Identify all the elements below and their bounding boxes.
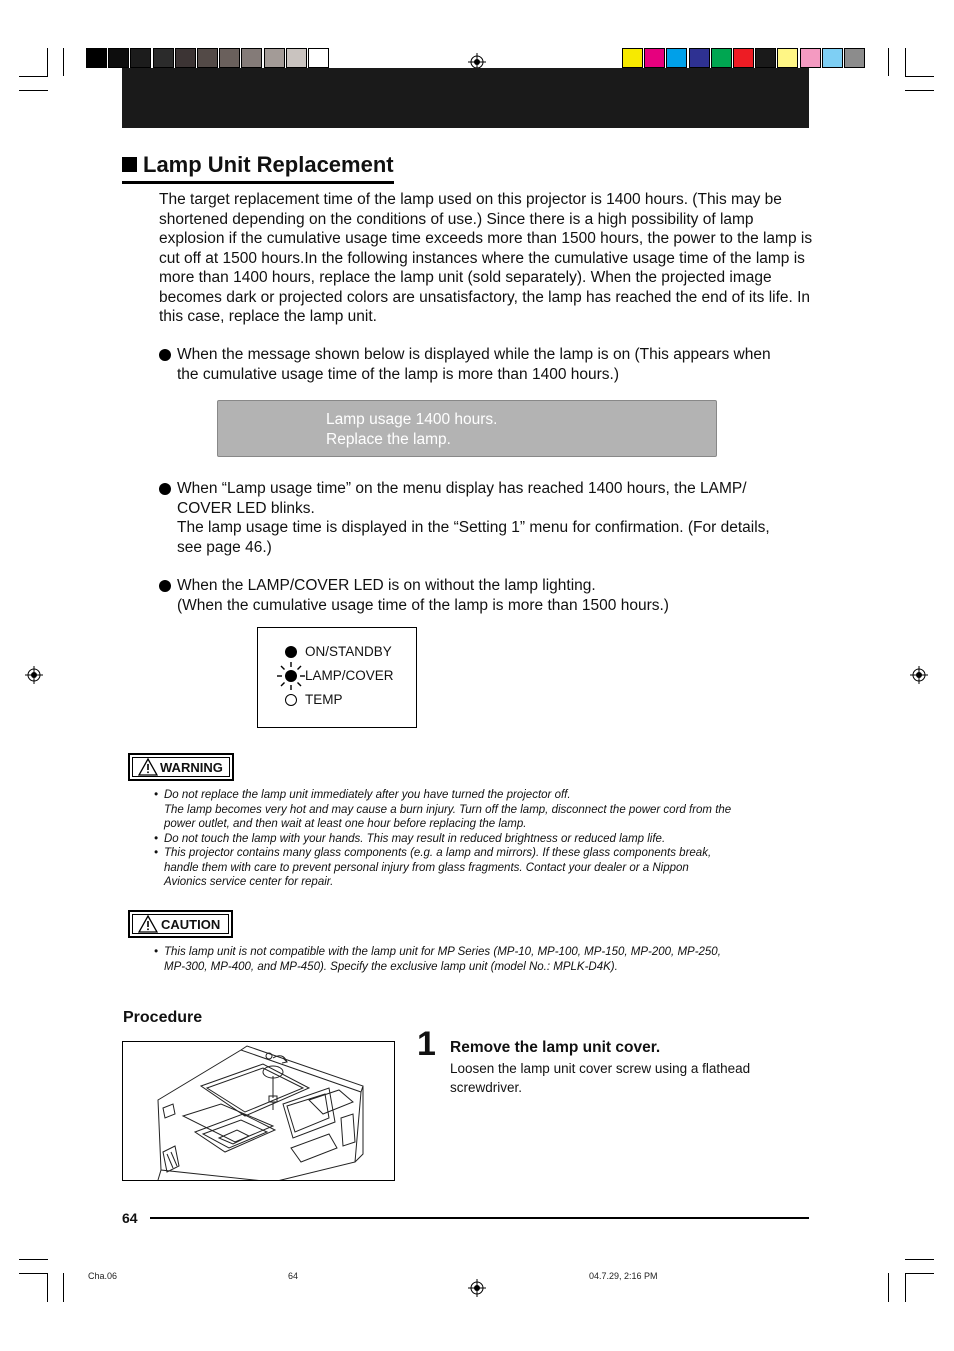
bullet-item: When the message shown below is displayed while the lamp is on (This appears when the cumulative usage time of the lamp is more than 1400 hours.) — [159, 345, 809, 384]
crop-mark — [905, 48, 906, 76]
warning-triangle-icon — [138, 758, 158, 776]
registration-mark-icon — [468, 1279, 486, 1297]
crop-mark — [63, 48, 64, 76]
header-bar — [122, 68, 809, 128]
warning-label: WARNING — [128, 753, 234, 781]
step-title: Remove the lamp unit cover. — [450, 1039, 661, 1056]
caution-triangle-icon — [138, 915, 158, 933]
note-item: • Do not touch the lamp with your hands. This may result in reduced brightness or reduced lamp life. — [154, 832, 666, 845]
step-description: Loosen the lamp unit cover screw using a flathead screwdriver. — [450, 1061, 751, 1095]
page-number: 64 — [122, 1210, 138, 1226]
projector-bottom-drawing-icon — [123, 1042, 395, 1181]
note-item: • This lamp unit is not compatible with the lamp unit for MP Series (MP-10, MP-100, MP-150, MP-200, MP-250, MP-300, MP-400, and MP-450). Specify the exclusive lamp unit (model No.: MPLK-D4K). — [154, 946, 721, 973]
note-item: • This projector contains many glass components (e.g. a lamp and mirrors). If these glass components break, handle them with care to prevent personal injury from glass fragments. Contact your dealer or a Nippon Avionics service center for repair. — [154, 847, 712, 888]
square-bullet-icon — [122, 157, 137, 172]
projector-illustration — [122, 1041, 395, 1181]
footer-file-name: Cha.06 — [88, 1271, 118, 1281]
crop-mark — [19, 1273, 48, 1274]
note-item: • Do not replace the lamp unit immediately after you have turned the projector off. The lamp becomes very hot and may cause a burn injury. Turn off the lamp, disconnect the power cord from the power outlet, and then wait at least one hour before replacing the lamp. — [154, 789, 732, 830]
bullet-dot-icon — [159, 349, 171, 361]
message-line: Replace the lamp. — [326, 431, 451, 448]
led-off-icon — [285, 694, 297, 706]
footer-page: 64 — [288, 1271, 299, 1281]
color-swatch — [800, 48, 821, 68]
crop-mark — [888, 48, 889, 76]
color-swatch — [711, 48, 732, 68]
footer-rule — [150, 1217, 809, 1219]
color-swatch — [286, 48, 307, 68]
crop-mark — [905, 1273, 934, 1274]
color-swatch — [666, 48, 687, 68]
led-on-icon — [285, 646, 297, 658]
crop-mark — [905, 90, 934, 91]
crop-mark — [905, 76, 934, 77]
step-number: 1 — [417, 1025, 436, 1063]
color-swatch — [777, 48, 798, 68]
color-swatch — [241, 48, 262, 68]
color-swatch — [733, 48, 754, 68]
crop-mark — [905, 1273, 906, 1302]
bullet-item: When “Lamp usage time” on the menu display has reached 1400 hours, the LAMP/ COVER LED blinks. The lamp usage time is displayed in the “Setting 1” menu for confirmation. (For details, see page 46.) — [159, 479, 809, 557]
procedure-heading: Procedure — [123, 1009, 203, 1026]
crop-mark — [19, 1259, 48, 1260]
color-swatch — [822, 48, 843, 68]
color-swatch — [108, 48, 129, 68]
intro-paragraph: The target replacement time of the lamp used on this projector is 1400 hours. (This may be shortened depending on the conditions of use.) Since there is a high possibility of lamp explosion if the cumulative usage time exceeds more than 1500 hours, the power to the lamp is cut off at 1500 hours.In the following instances where the cumulative usage time of the lamp is more than 1400 hours, replace the lamp unit (sold separately). When the projected image becomes dark or projected colors are unsatisfactory, the lamp has reached the end of its life. In this case, replace the lamp unit. — [159, 191, 813, 325]
color-swatch — [308, 48, 329, 68]
color-swatch — [689, 48, 710, 68]
caution-notes — [154, 945, 804, 974]
lamp-usage-message-box — [217, 400, 717, 457]
warning-notes — [154, 788, 804, 890]
color-swatch — [175, 48, 196, 68]
color-swatch — [130, 48, 151, 68]
message-line: Lamp usage 1400 hours. — [326, 411, 498, 428]
crop-mark — [888, 1273, 889, 1302]
color-swatch — [622, 48, 643, 68]
bullet-dot-icon — [159, 580, 171, 592]
color-swatch — [219, 48, 240, 68]
led-blinking-icon — [276, 661, 306, 691]
crop-mark — [63, 1273, 64, 1302]
bullet-item: When the LAMP/COVER LED is on without the lamp lighting. (When the cumulative usage time of the lamp is more than 1500 hours.) — [159, 576, 809, 615]
crop-mark — [19, 90, 48, 91]
caution-label: CAUTION — [128, 910, 233, 938]
color-swatch — [264, 48, 285, 68]
color-swatch — [86, 48, 107, 68]
crop-mark — [905, 1259, 934, 1260]
bullet-dot-icon — [159, 483, 171, 495]
section-title: Lamp Unit Replacement — [122, 152, 394, 184]
led-indicator-panel: ON/STANDBY LAMP/COVER TEMP — [257, 627, 417, 728]
registration-mark-icon — [25, 666, 43, 684]
color-swatch — [844, 48, 865, 68]
registration-mark-icon — [910, 666, 928, 684]
color-swatch — [153, 48, 174, 68]
color-swatch — [644, 48, 665, 68]
crop-mark — [47, 48, 48, 76]
crop-mark — [47, 1273, 48, 1302]
color-swatch — [755, 48, 776, 68]
footer-timestamp: 04.7.29, 2:16 PM — [589, 1271, 658, 1281]
crop-mark — [19, 76, 48, 77]
color-swatch — [197, 48, 218, 68]
